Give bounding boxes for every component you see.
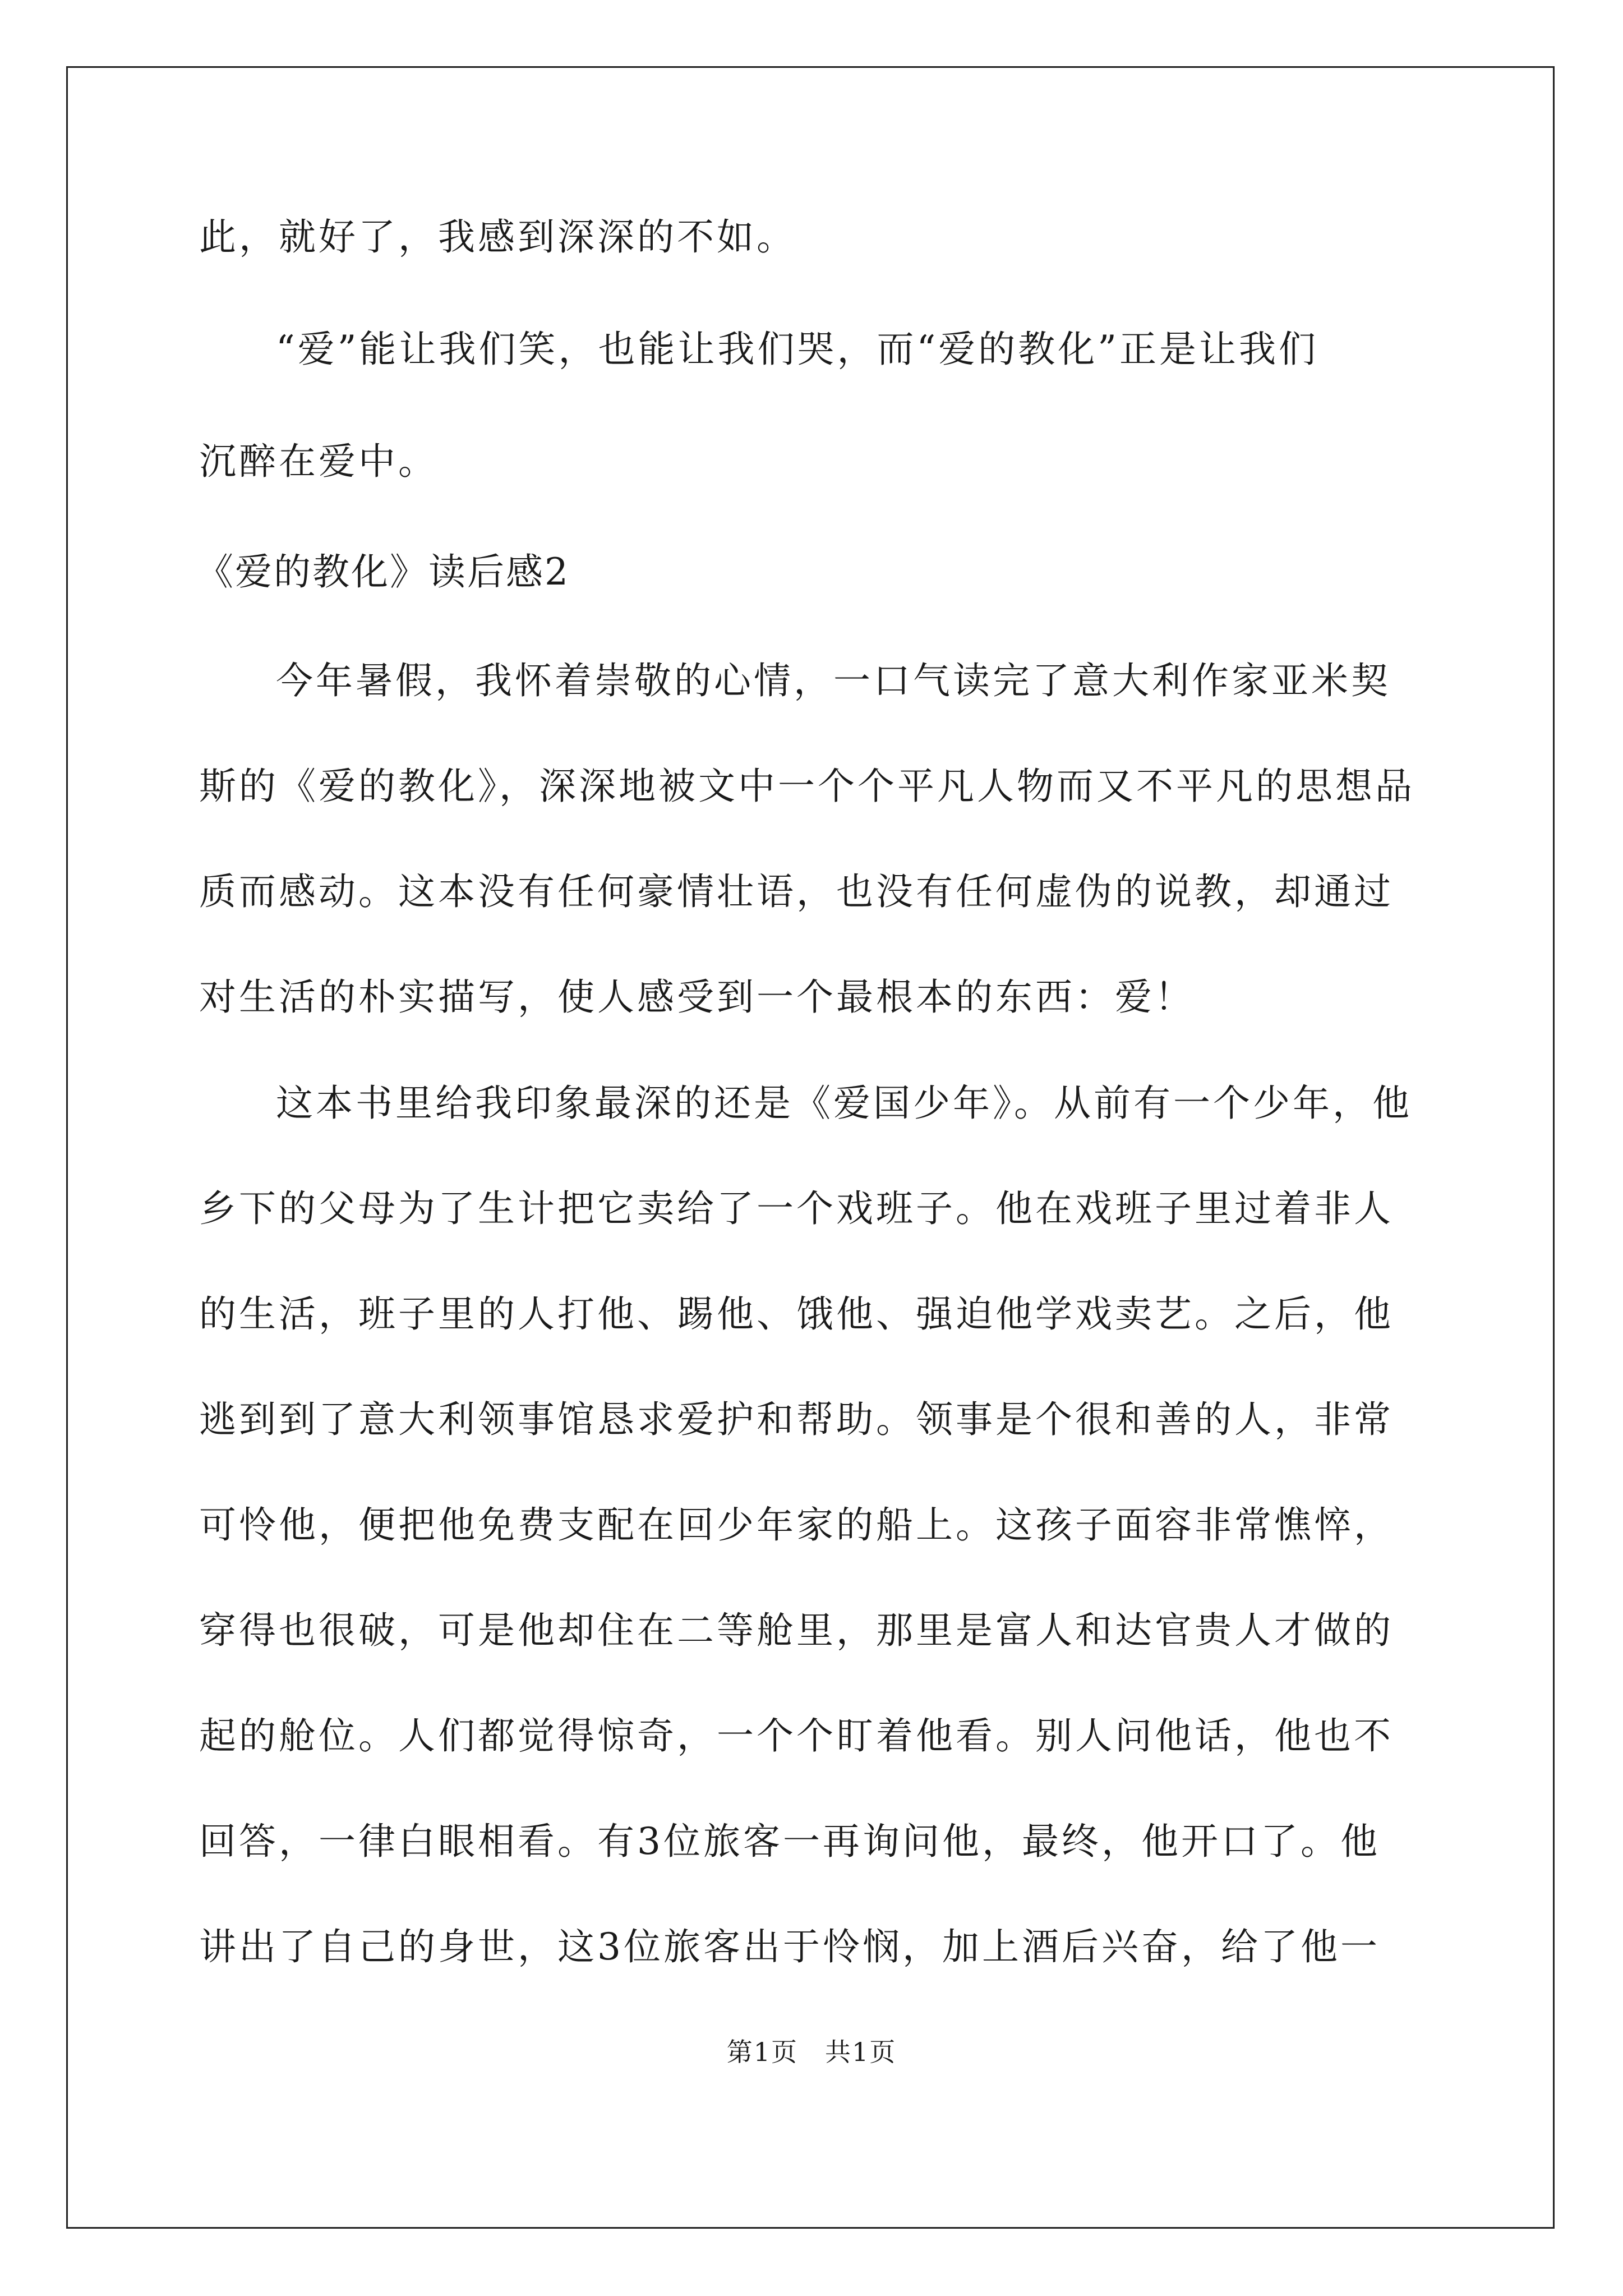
text-line: 穿得也很破，可是他却住在二等舱里，那里是富人和达官贵人才做的	[199, 1609, 1394, 1652]
text-line: 此，就好了，我感到深深的不如。	[199, 215, 796, 259]
page-border	[66, 66, 1555, 2229]
section-heading: 《爱的教化》读后感2	[196, 550, 570, 593]
text-line: 今年暑假，我怀着崇敬的心情，一口气读完了意大利作家亚米契	[276, 659, 1391, 702]
text-line: 对生活的朴实描写，使人感受到一个最根本的东西：爱！	[199, 976, 1195, 1019]
text-line: “爱”能让我们笑，也能让我们哭，而“爱的教化”正是让我们	[276, 328, 1318, 371]
text-line: 逃到到了意大利领事馆恳求爱护和帮助。领事是个很和善的人，非常	[199, 1398, 1394, 1441]
text-line: 回答，一律白眼相看。有3位旅客一再询问他，最终，他开口了。他	[199, 1820, 1380, 1863]
text-line: 质而感动。这本没有任何豪情壮语，也没有任何虚伪的说教，却通过	[199, 870, 1394, 913]
text-line: 可怜他，便把他免费支配在回少年家的船上。这孩子面容非常憔悴，	[199, 1503, 1394, 1547]
text-line: 这本书里给我印象最深的还是《爱国少年》。从前有一个少年，他	[276, 1082, 1412, 1125]
text-line: 的生活，班子里的人打他、踢他、饿他、强迫他学戏卖艺。之后，他	[199, 1292, 1394, 1336]
text-line: 沉醉在爱中。	[199, 440, 438, 483]
text-line: 起的舱位。人们都觉得惊奇，一个个盯着他看。别人问他话，他也不	[199, 1714, 1394, 1757]
text-line: 讲出了自己的身世，这3位旅客出于怜悯，加上酒后兴奋，给了他一	[199, 1925, 1380, 1968]
text-line: 乡下的父母为了生计把它卖给了一个戏班子。他在戏班子里过着非人	[199, 1187, 1394, 1230]
text-line: 斯的《爱的教化》，深深地被文中一个个平凡人物而又不平凡的思想品	[199, 765, 1415, 808]
page-number-footer: 第1页 共1页	[726, 2037, 897, 2067]
